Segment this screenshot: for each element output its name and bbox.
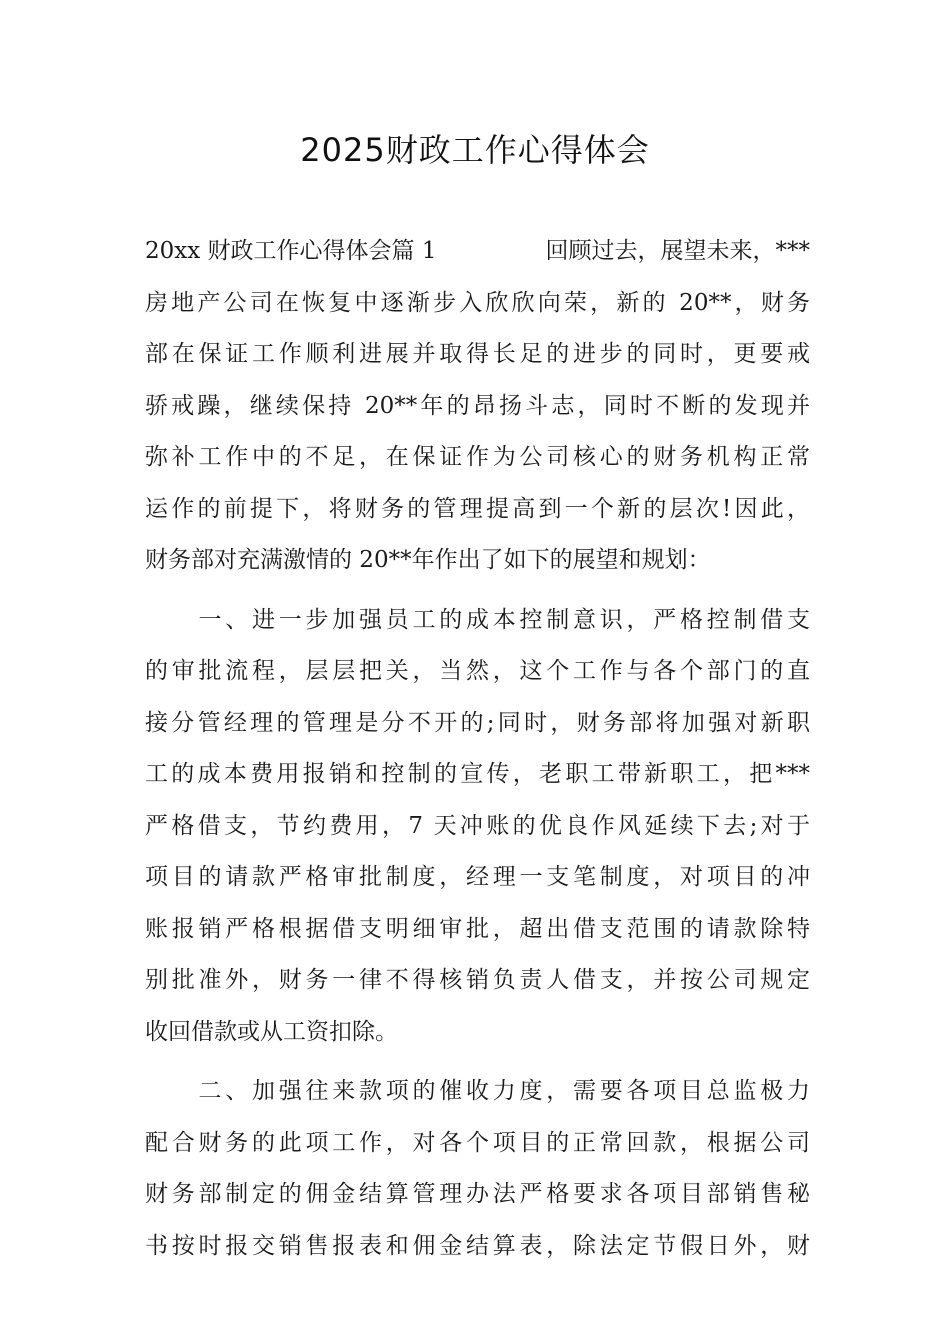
- paragraph-line: 一、进一步加强员工的成本控制意识，严格控制借支: [145, 606, 810, 633]
- paragraph-line: 项目的请款严格审批制度，经理一支笔制度，对项目的冲: [145, 864, 810, 890]
- paragraph-intro: [145, 226, 810, 587]
- paragraph-line: 书按时报交销售报表和佣金结算表，除法定节假日外，财: [145, 1232, 810, 1259]
- paragraph-point-1: [145, 595, 810, 1059]
- paragraph-line: 运作的前提下，将财务的管理提高到一个新的层次!因此，: [145, 495, 810, 522]
- paragraph-line: 部在保证工作顺利进展并取得长足的进步的同时，更要戒: [145, 341, 810, 367]
- paragraph-line: 二、加强往来款项的催收力度，需要各项目总监极力: [145, 1078, 810, 1104]
- paragraph-text: 回顾过去，展望未来，***: [545, 238, 810, 264]
- paragraph-line: 账报销严格根据借支明细审批，超出借支范围的请款除特: [145, 915, 810, 942]
- paragraph-line: 别批准外，财务一律不得核销负责人借支，并按公司规定: [145, 967, 810, 993]
- paragraph-line: 财务部制定的佣金结算管理办法严格要求各项目部销售秘: [145, 1181, 810, 1207]
- paragraph-line: 收回借款或从工资扣除。: [145, 1018, 398, 1045]
- paragraph-line: 配合财务的此项工作，对各个项目的正常回款，根据公司: [145, 1129, 810, 1156]
- paragraph-point-2: [145, 1066, 810, 1272]
- document-title: 2025财政工作心得体会: [300, 131, 650, 169]
- paragraph-line: 严格借支，节约费用，7 天冲账的优良作风延续下去;对于: [145, 812, 810, 839]
- paragraph-line: 接分管经理的管理是分不开的;同时，财务部将加强对新职: [145, 709, 810, 736]
- document-body: [145, 226, 810, 1272]
- paragraph-gap: [145, 1058, 810, 1066]
- paragraph-line: 财务部对充满激情的 20**年作出了如下的展望和规划：: [145, 547, 711, 573]
- paragraph-line: [145, 226, 810, 278]
- paragraph-line: 房地产公司在恢复中逐渐步入欣欣向荣，新的 20**，财务: [145, 289, 810, 316]
- paragraph-line: 弥补工作中的不足，在保证作为公司核心的财务机构正常: [145, 444, 810, 470]
- section-heading: 20xx 财政工作心得体会篇 1: [145, 238, 437, 264]
- paragraph-line: 的审批流程，层层把关，当然，这个工作与各个部门的直: [145, 658, 810, 684]
- paragraph-gap: [145, 587, 810, 595]
- paragraph-line: 骄戒躁，继续保持 20**年的昂扬斗志，同时不断的发现并: [145, 392, 810, 419]
- paragraph-line: 工的成本费用报销和控制的宣传，老职工带新职工，把***: [145, 761, 810, 787]
